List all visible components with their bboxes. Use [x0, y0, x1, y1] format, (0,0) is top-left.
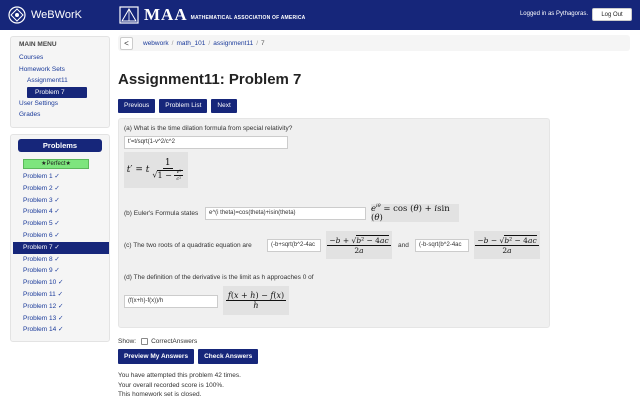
logged-in-status: Logged in as Pythagoras. — [519, 11, 588, 17]
back-button[interactable]: < — [120, 37, 133, 50]
problem-list-button[interactable]: Problem List — [159, 99, 207, 113]
correct-answers-label[interactable]: CorrectAnswers — [151, 338, 198, 345]
answer-b-preview: $e^{i\theta} = \cos (\theta) + isin$ (θ) — [371, 204, 459, 222]
problem-list-item[interactable]: Problem 8 ✓ — [23, 255, 60, 263]
problems-panel-title: Problems — [18, 139, 102, 152]
problem-list-item[interactable]: Problem 4 ✓ — [23, 208, 60, 216]
menu-current-problem[interactable]: Problem 7 — [27, 87, 87, 98]
breadcrumb — [118, 35, 630, 51]
problem-list-item[interactable]: Problem 11 ✓ — [23, 290, 64, 298]
maa-logo — [118, 4, 305, 26]
check-answers-button[interactable]: Check Answers — [198, 349, 258, 364]
answer-c2-input[interactable]: (-b-sqrt(b^2-4ac — [415, 239, 469, 252]
answer-a-preview: t′ = t 1 √1 − $\frac{\text{v²}}{\text{c²}}$ — [124, 152, 188, 188]
question-b: (b) Euler's Formula states — [124, 210, 199, 217]
previous-button[interactable]: Previous — [118, 99, 155, 113]
problem-body — [118, 118, 550, 328]
problem-list-item[interactable]: Problem 9 ✓ — [23, 267, 60, 275]
maa-emblem-icon — [118, 4, 140, 26]
problem-list-item[interactable]: Problem 7 ✓ — [13, 242, 109, 254]
breadcrumb-path — [143, 40, 265, 47]
problem-list-item[interactable]: Problem 10 ✓ — [23, 279, 64, 287]
brand-name: WeBWorK — [31, 9, 82, 21]
show-label: Show: — [118, 338, 137, 345]
main-menu-title: MAIN MENU — [19, 41, 57, 48]
main-menu — [10, 36, 110, 128]
question-a: (a) What is the time dilation formula from special relativity? — [124, 125, 293, 132]
webwork-brand[interactable] — [0, 0, 108, 30]
preview-answers-button[interactable]: Preview My Answers — [118, 349, 194, 364]
problem-list-item[interactable]: Problem 13 ✓ — [23, 314, 64, 322]
answer-d-preview: $\frac{f(x + h) - f(x)}{h}$ — [223, 286, 289, 315]
answer-b-input[interactable]: e^(i theta)=cos(theta)+isin(theta) — [205, 207, 366, 220]
show-options — [118, 338, 197, 345]
breadcrumb-set[interactable]: assignment11 — [213, 39, 254, 47]
maa-subtitle: MATHEMATICAL ASSOCIATION OF AMERICA — [190, 15, 306, 21]
submit-buttons — [118, 349, 258, 364]
set-closed-text: This homework set is closed. — [118, 391, 202, 398]
menu-assignment-link[interactable]: Assignment11 — [27, 77, 68, 84]
answer-c2-preview: $\frac{\text{−b − √b² − 4ac}}{2a}$ — [474, 231, 540, 259]
menu-courses-link[interactable]: Courses — [19, 54, 44, 61]
menu-homework-sets-link[interactable]: Homework Sets — [19, 65, 65, 73]
breadcrumb-separator: / — [208, 39, 211, 47]
top-navbar — [0, 0, 640, 30]
problems-panel — [10, 134, 110, 342]
answer-c1-input[interactable]: (-b+sqrt(b^2-4ac — [267, 239, 321, 252]
problem-list-item[interactable]: Problem 3 ✓ — [23, 196, 60, 204]
score-text: Your overall recorded score is 100%. — [118, 381, 224, 389]
menu-grades-link[interactable]: Grades — [19, 111, 41, 118]
problem-list-item[interactable]: Problem 5 ✓ — [23, 220, 60, 228]
next-button[interactable]: Next — [211, 99, 236, 113]
attempts-text: You have attempted this problem 42 times. — [118, 372, 241, 379]
answer-d-input[interactable]: (f(x+h)-f(x))/h — [124, 295, 218, 308]
question-d: (d) The definition of the derivative is the limit as h approaches 0 of — [124, 274, 314, 281]
problem-list-item[interactable]: Problem 14 ✓ — [23, 326, 64, 334]
and-label: and — [398, 242, 409, 249]
correct-answers-checkbox[interactable] — [141, 338, 148, 345]
problem-nav — [118, 99, 237, 113]
breadcrumb-course[interactable]: math_101 — [176, 39, 206, 47]
page-title: Assignment11: Problem 7 — [118, 71, 302, 88]
menu-user-settings-link[interactable]: User Settings — [19, 99, 59, 107]
answer-c1-preview: $\frac{\text{−b + √b² − 4ac}}{2a}$ — [326, 231, 392, 259]
breadcrumb-separator: / — [256, 39, 259, 47]
problem-list-item[interactable]: Problem 1 ✓ — [23, 173, 60, 180]
breadcrumb-problem: 7 — [261, 39, 265, 47]
problem-list-item[interactable]: Problem 2 ✓ — [23, 184, 60, 192]
maa-title: MAA — [144, 5, 188, 24]
breadcrumb-webwork[interactable]: webwork — [143, 39, 169, 47]
problem-list-item[interactable]: Problem 12 ✓ — [23, 302, 64, 310]
webwork-logo-icon — [8, 6, 26, 24]
answer-a-input[interactable]: t'=t/sqrt(1-v^2/c^2 — [124, 136, 288, 149]
attempt-status — [118, 371, 241, 400]
sidebar — [10, 36, 110, 342]
breadcrumb-separator: / — [171, 39, 174, 47]
logout-button[interactable]: Log Out — [592, 8, 632, 21]
problem-list — [11, 171, 109, 336]
perfect-badge: ★Perfect★ — [23, 159, 89, 169]
problem-list-item[interactable]: Problem 6 ✓ — [23, 231, 60, 239]
question-c: (c) The two roots of a quadratic equation are — [124, 242, 252, 249]
